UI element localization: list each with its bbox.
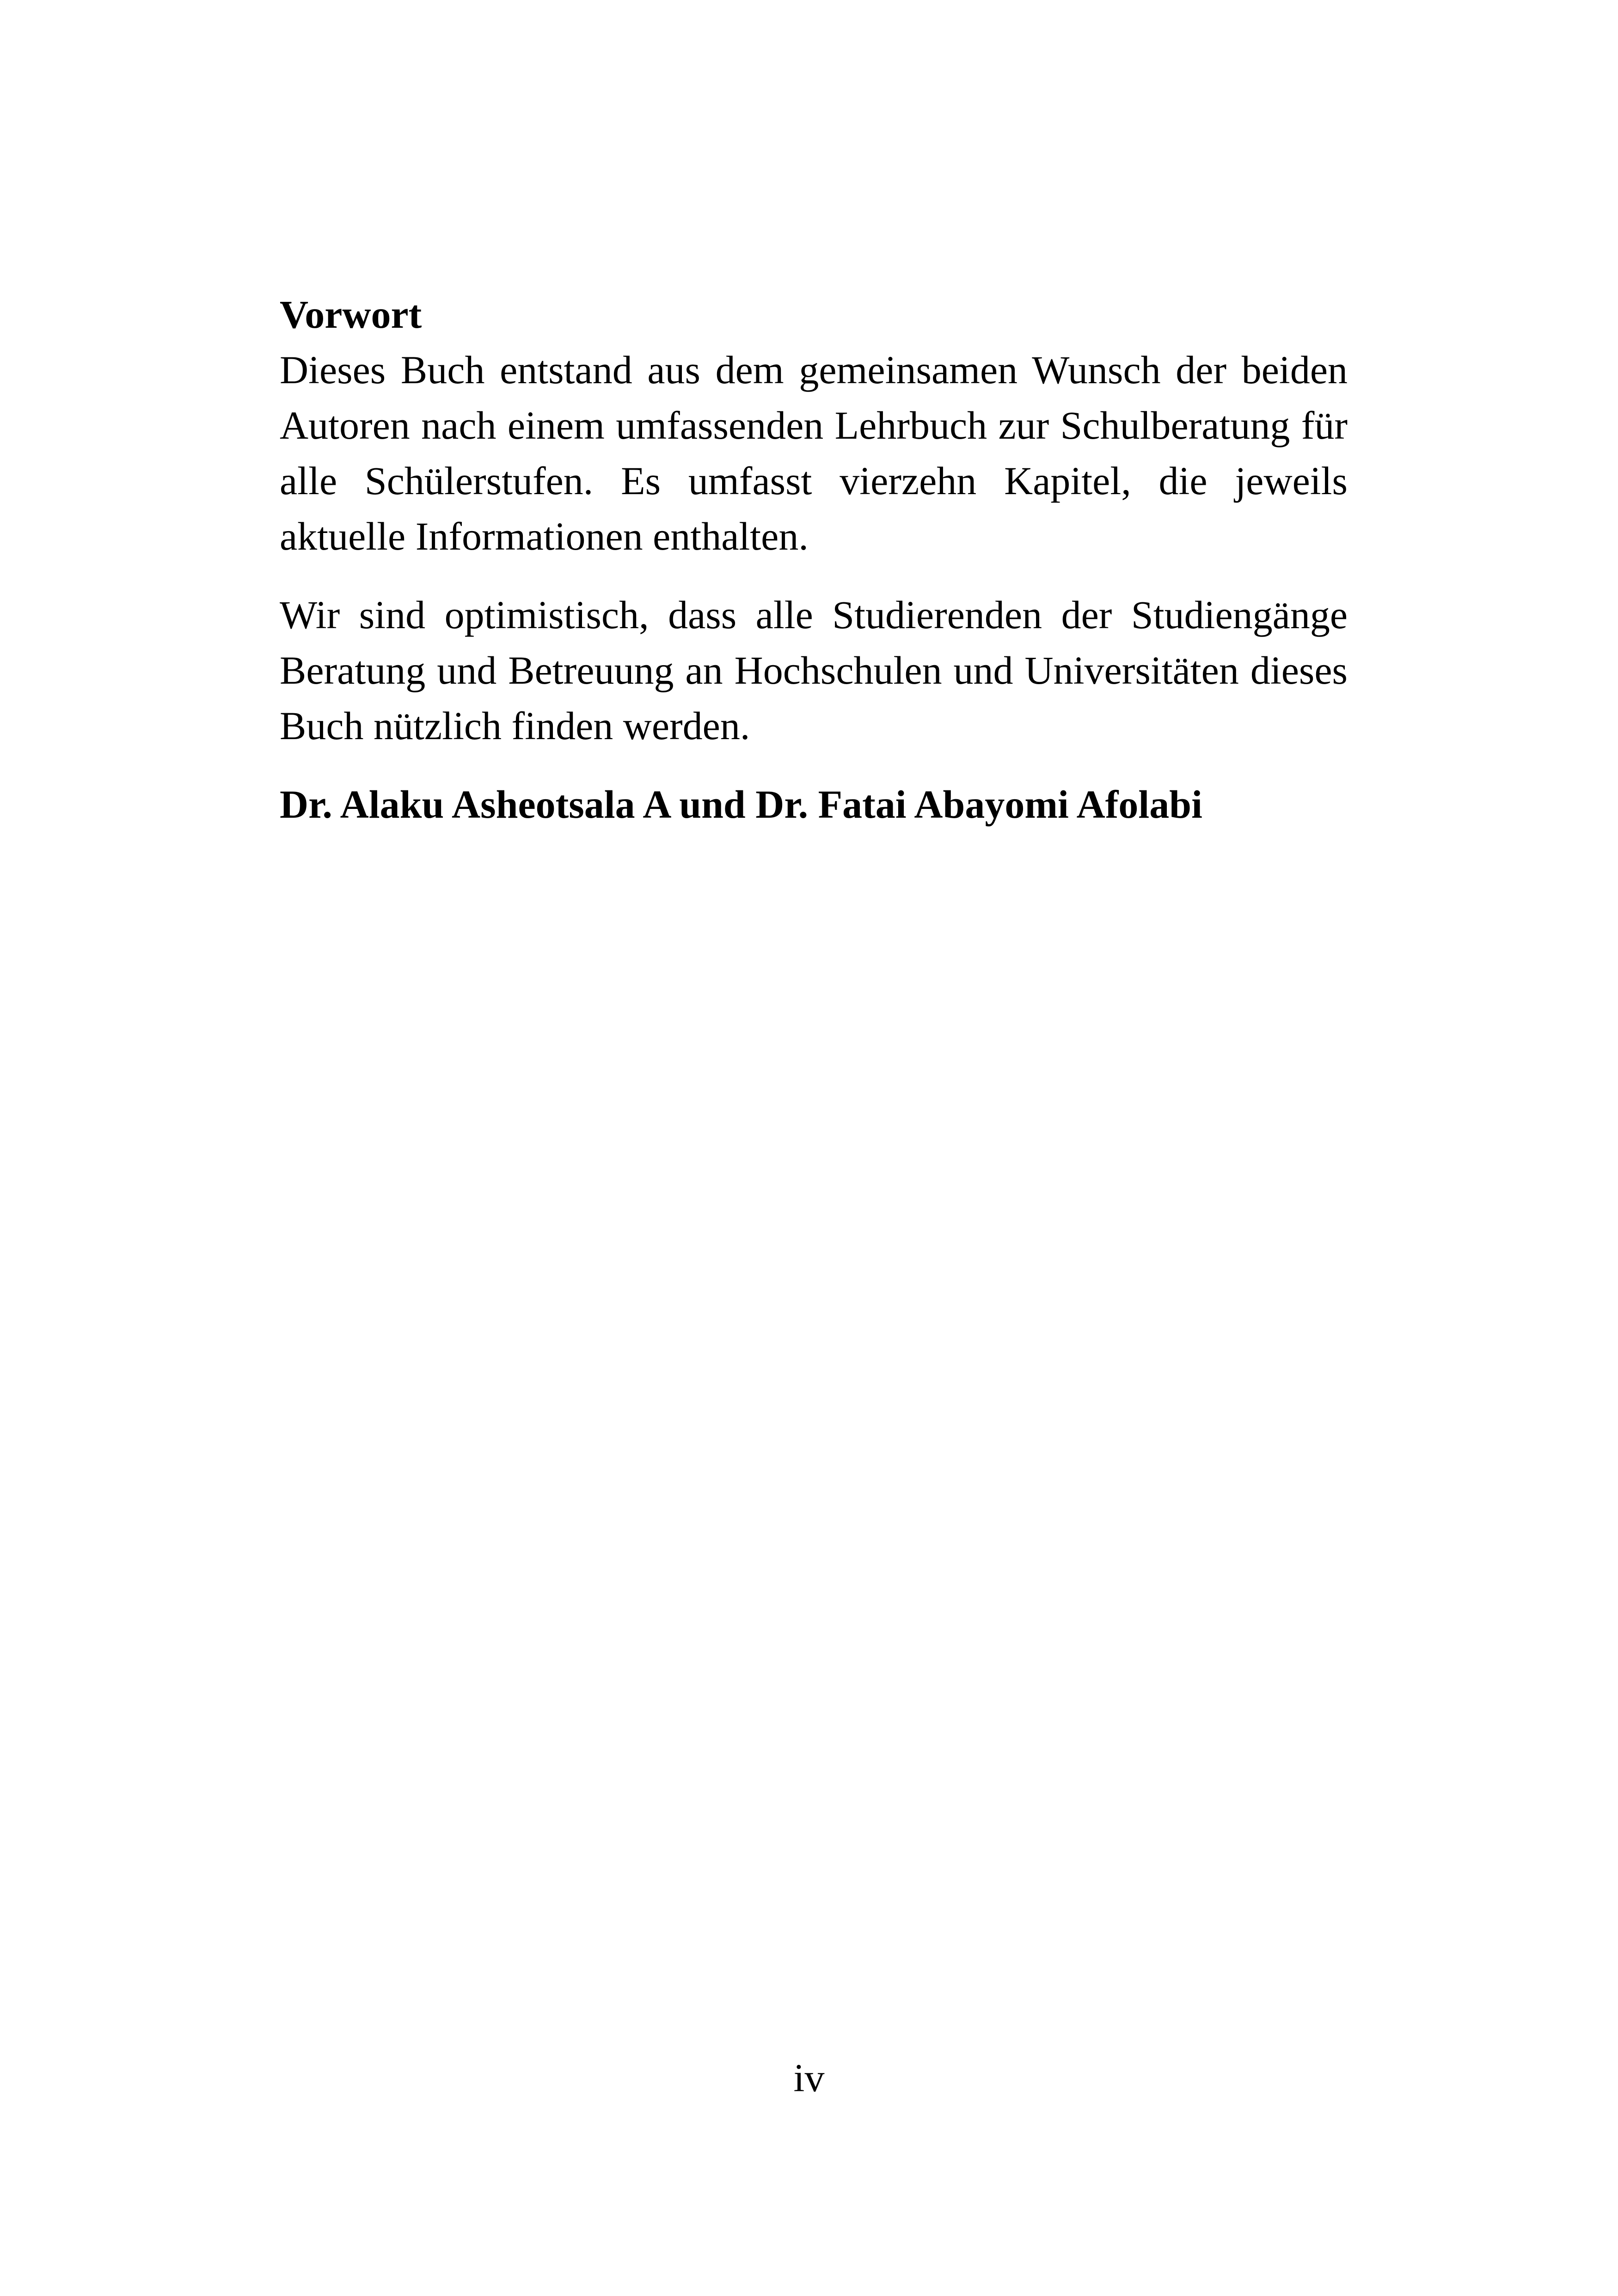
author-signature: Dr. Alaku Asheotsala A und Dr. Fatai Abayomi Afolabi [280, 782, 1203, 827]
preface-paragraph-2: Wir sind optimistisch, dass alle Studierenden der Studiengänge Beratung und Betreuung an Hochschulen und Universitäten dieses Buch nützlich finden werden. [280, 593, 1348, 748]
page-number: iv [793, 2056, 825, 2100]
preface-heading: Vorwort [280, 292, 422, 337]
preface-section [280, 287, 1348, 832]
preface-paragraph-1: Dieses Buch entstand aus dem gemeinsamen Wunsch der beiden Autoren nach einem umfassenden Lehrbuch zur Schulberatung für alle Schülerstufen. Es umfasst vierzehn Kapitel, die jeweils aktuelle Informationen enthalten. [280, 348, 1348, 558]
